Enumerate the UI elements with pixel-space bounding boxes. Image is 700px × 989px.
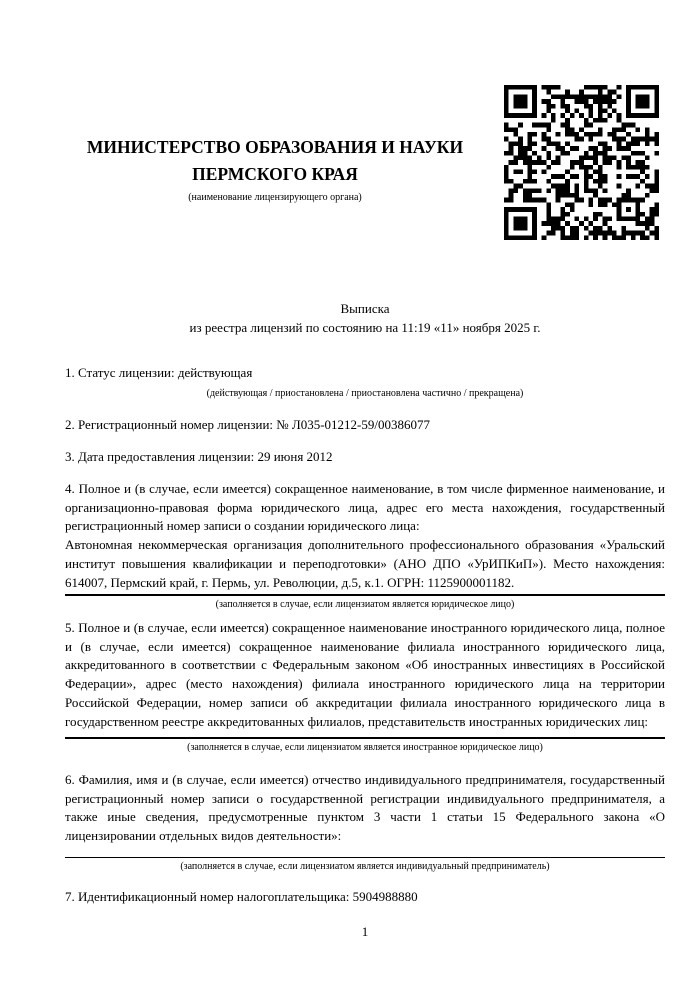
item-7-text: 7. Идентификационный номер налогоплательщика: 5904988880 (65, 889, 418, 904)
item-1-caption: (действующая / приостановлена / приостановлена частично / прекращена) (206, 387, 524, 399)
item-4-text: 4. Полное и (в случае, если имеется) сокращенное наименование, в том числе фирменное наименование, и организационно-правовая форма юридического лица, адрес его места нахождения, государственный регистрационный номер записи о создании юридического лица: (65, 481, 665, 534)
item-5-caption: (заполняется в случае, если лицензиатом является иностранное юридическое лицо) (187, 742, 543, 754)
document-title: Выписка (340, 301, 390, 316)
qr-code (504, 85, 659, 240)
item-3-text: 3. Дата предоставления лицензии: 29 июня 2012 (65, 449, 333, 464)
ministry-name (65, 134, 485, 188)
ministry-name-line2: ПЕРМСКОГО КРАЯ (192, 164, 358, 184)
ministry-name-line1: МИНИСТЕРСТВО ОБРАЗОВАНИЯ И НАУКИ (86, 137, 464, 157)
item-4-legal-entity (65, 480, 665, 611)
item-6-text: 6. Фамилия, имя и (в случае, если имеется) отчество индивидуального предпринимателя, государственный регистрационный номер записи о государственной регистрации индивидуального предпринимателя, а также иные сведения, предусмотренные пунктом 3 части 1 статьи 15 Федерального закона «О лицензировании отдельных видов деятельности»: (65, 772, 665, 844)
document-subtitle: из реестра лицензий по состоянию на 11:19 «11» ноября 2025 г. (189, 319, 541, 335)
document-title-block (65, 300, 665, 337)
ministry-caption: (наименование лицензирующего органа) (188, 192, 362, 203)
item-1-text: 1. Статус лицензии: действующая (65, 365, 253, 380)
item-6-underline (65, 857, 665, 858)
item-2-text: 2. Регистрационный номер лицензии: № Л035-01212-59/00386077 (65, 417, 431, 432)
item-7-taxpayer-number (65, 888, 665, 907)
item-4-value: Автономная некоммерческая организация дополнительного профессионального образования «Уральский институт повышения квалификации и переподготовки» (АНО ДПО «УрИПКиП»). Место нахождения: 614007, Пермский край, г. Пермь, ул. Революции, д.5, к.1. ОГРН: 1125900001182. (65, 537, 665, 590)
item-3-license-date (65, 448, 665, 467)
item-6-caption: (заполняется в случае, если лицензиатом является индивидуальный предприниматель) (180, 860, 550, 872)
item-4-caption: (заполняется в случае, если лицензиатом является юридическое лицо) (215, 599, 515, 611)
item-6-individual-entrepreneur (65, 771, 665, 873)
item-5-foreign-entity (65, 619, 665, 754)
item-1-license-status (65, 364, 665, 400)
item-5-text: 5. Полное и (в случае, если имеется) сокращенное наименование иностранного юридического лица, полное и (в случае, если имеется) сокращенное наименование филиала иностранного юридического лица, аккредитованного в соответствии с Федеральным законом «Об иностранных инвестициях в Российской Федерации», адрес (место нахождения) филиала иностранного юридического лица на территории Российской Федерации, номер записи об аккредитации филиала иностранного юридического лица в государственном реестре аккредитованных филиалов, представительств иностранных юридических лиц: (65, 620, 665, 729)
page-number: 1 (361, 924, 369, 939)
document-header (65, 134, 485, 204)
item-4-underline (65, 594, 665, 596)
item-2-registration-number (65, 416, 665, 435)
item-5-underline (65, 737, 665, 739)
